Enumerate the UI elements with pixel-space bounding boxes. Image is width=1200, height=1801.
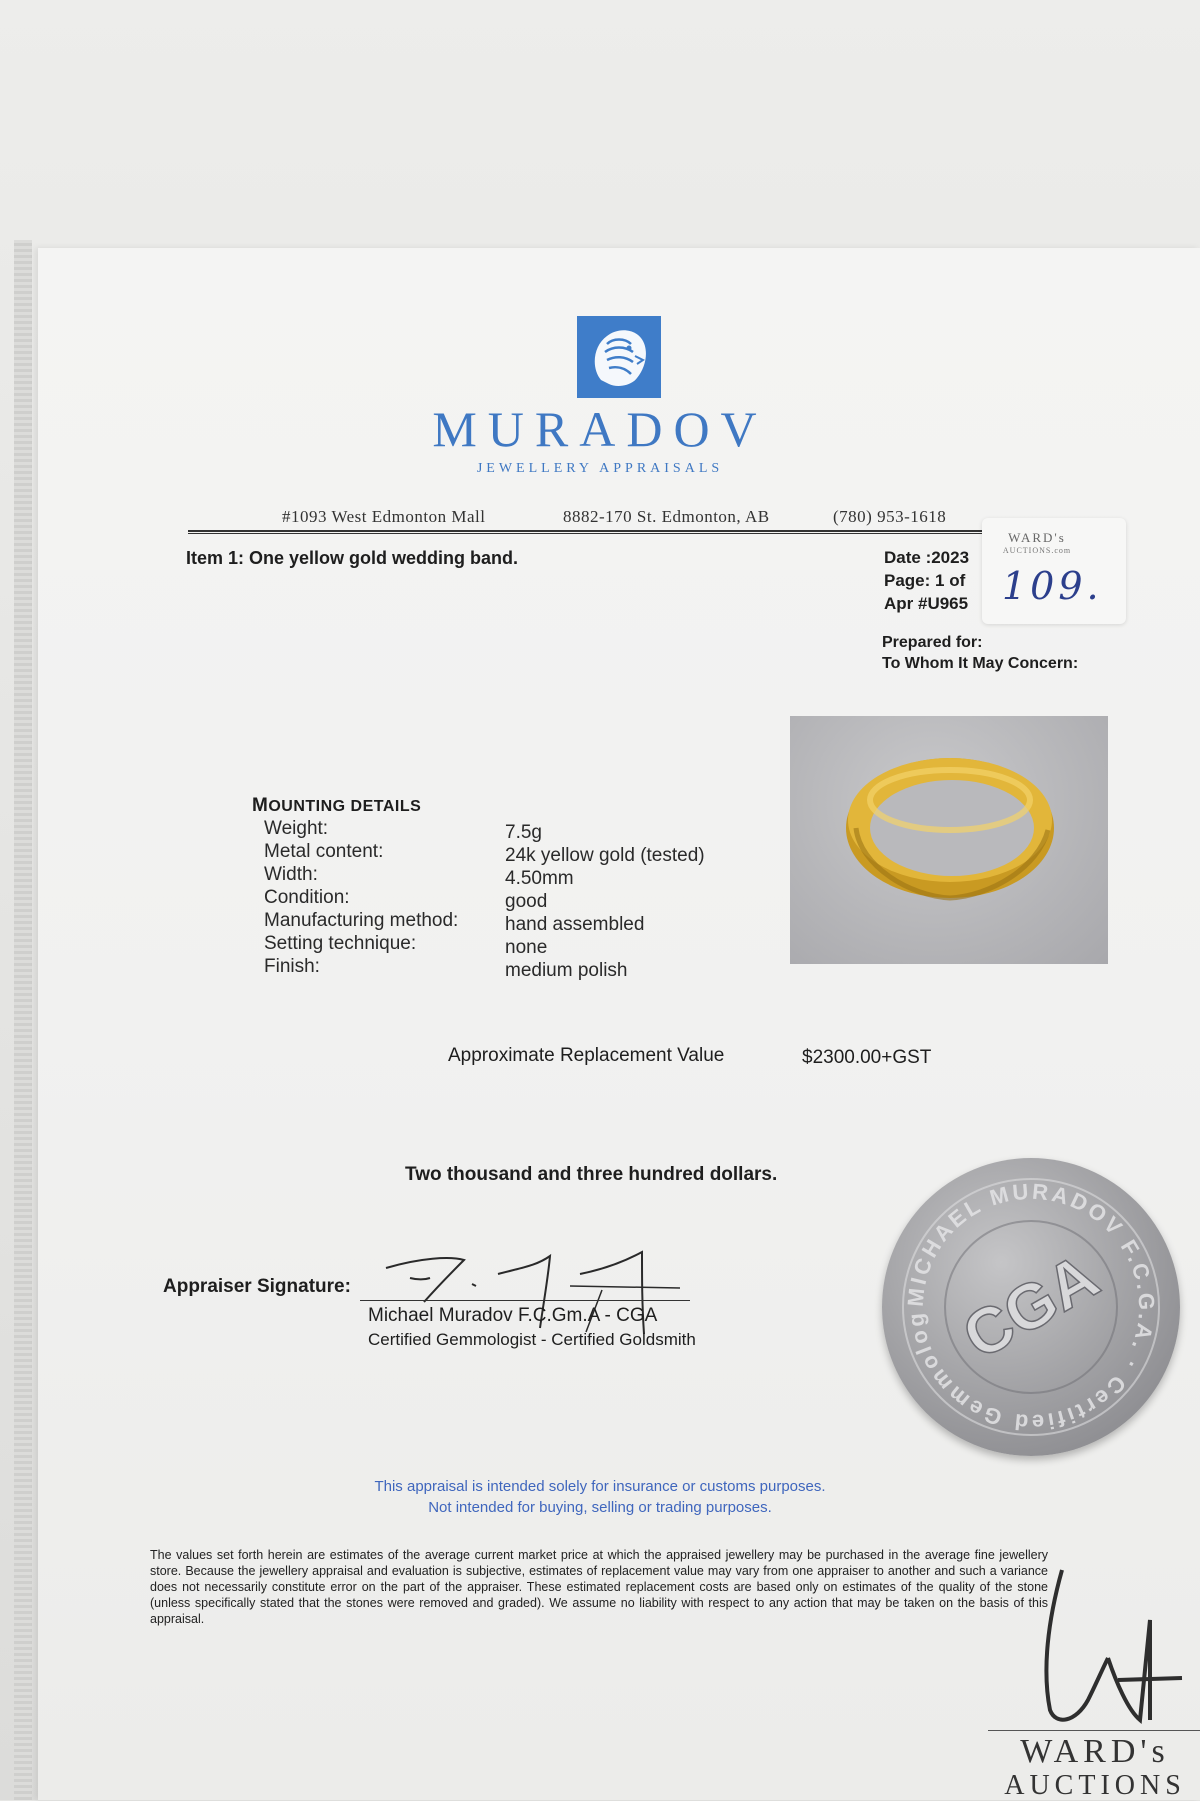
value-in-words: Two thousand and three hundred dollars. [405,1164,778,1185]
finish-value: medium polish [505,960,628,981]
header-divider [188,530,988,534]
setting-technique-value: none [505,937,548,958]
auction-lot-tag [982,518,1126,624]
condition-value: good [505,891,548,912]
address-mall: #1093 West Edmonton Mall [282,507,486,526]
watermark-subtitle: AUCTIONS [1004,1770,1186,1801]
prepared-for-value: To Whom It May Concern: [882,655,1079,672]
lot-number: 109. [1002,564,1103,608]
fine-print: The values set forth herein are estimates of the average current market price at which the appraised jewellery may be purchased in the average fine jewellery store. Because the jewellery appraisal and evaluation is subjective, estimates of replacement value may vary from one appraiser to another and such a variance does not necessarily constitute error on the part of the appraiser. These estimated replacement costs are based only on estimates of the quality of the stone (unless specifically stated that the stones were removed and graded). We assume no liability with respect to any action that may be taken on the basis of this appraisal. [150,1548,1048,1626]
disclaimer-line-1: This appraisal is intended solely for insurance or customs purposes. [374,1478,826,1495]
binder-edge [14,240,32,1800]
replacement-value: $2300.00+GST [802,1047,932,1068]
appraiser-name: Michael Muradov F.C.Gm.A - CGA [368,1305,658,1326]
page-number: Page: 1 of [884,571,966,590]
manufacturing-method-value: hand assembled [505,914,645,935]
disclaimer-line-2: Not intended for buying, selling or trading purposes. [428,1499,772,1516]
appraisal-date: Date :2023 [884,548,970,567]
item-title: Item 1: One yellow gold wedding band. [186,548,519,568]
metal-content-value: 24k yellow gold (tested) [505,845,705,866]
manufacturing-method-label: Manufacturing method: [264,910,459,931]
watermark-brand: WARD's [1020,1733,1170,1770]
condition-label: Condition: [264,887,350,908]
signature-line [360,1300,690,1301]
signature-label: Appraiser Signature: [163,1276,351,1297]
wards-monogram-logo [1032,1560,1192,1735]
ring-photo [790,716,1108,964]
appraiser-credentials: Certified Gemmologist - Certified Goldsmith [368,1330,696,1349]
tag-subtitle: AUCTIONS.com [1002,546,1072,555]
replacement-value-label: Approximate Replacement Value [448,1045,725,1066]
finish-label: Finish: [264,956,320,977]
phone-number: (780) 953-1618 [833,507,947,526]
cga-seal [882,1158,1180,1456]
lion-logo [577,316,661,398]
mounting-details-heading: MOUNTING DETAILS [252,795,422,816]
appraisal-number: Apr #U965 [884,594,969,613]
tag-brand: WARD's [1008,530,1066,545]
seal-center-text: CGA [950,1239,1111,1373]
weight-value: 7.5g [505,822,542,843]
address-street: 8882-170 St. Edmonton, AB [563,507,770,526]
watermark-divider [988,1730,1200,1731]
metal-content-label: Metal content: [264,841,384,862]
prepared-for-label: Prepared for: [882,634,983,651]
setting-technique-label: Setting technique: [264,933,417,954]
brand-subtitle: JEWELLERY APPRAISALS [476,461,724,476]
seal-ring-text: MICHAEL MURADOV F.C.G.A. · Certified Gemmolog [902,1178,1160,1436]
width-label: Width: [264,864,318,885]
weight-label: Weight: [264,818,329,839]
width-value: 4.50mm [505,868,574,889]
brand-name: MURADOV [432,401,768,457]
